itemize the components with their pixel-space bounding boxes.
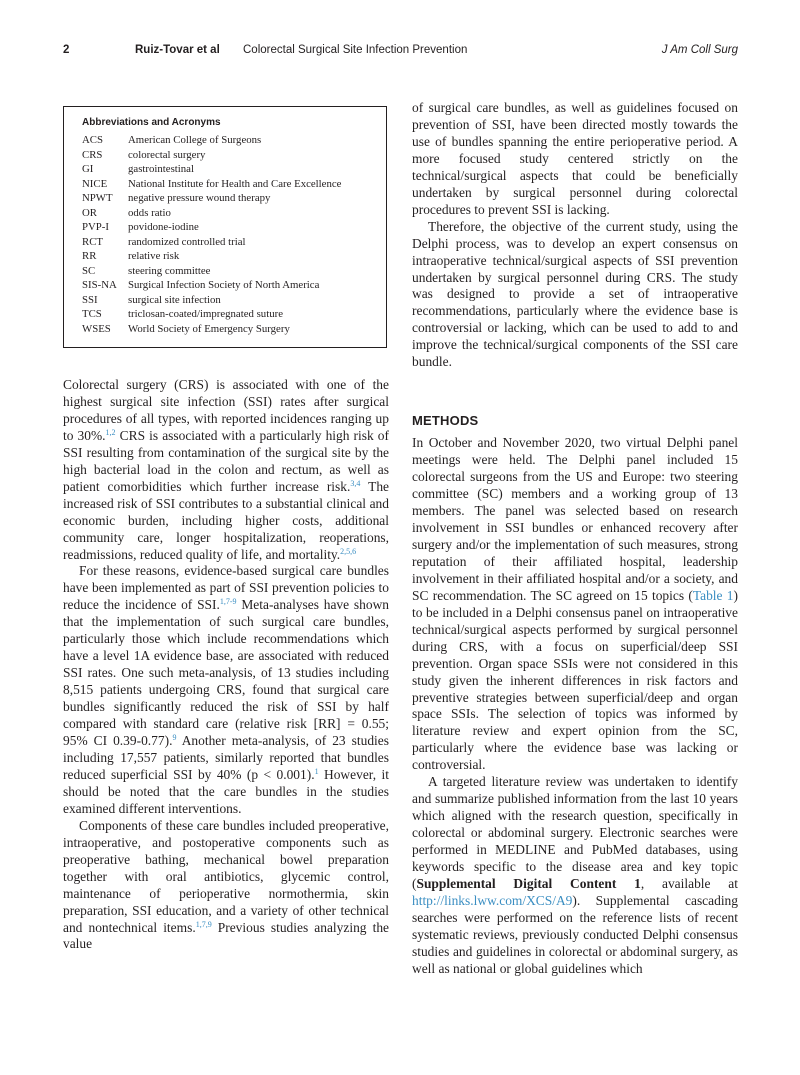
abbreviation-row bbox=[82, 162, 341, 177]
abbreviation-definition: Surgical Infection Society of North America bbox=[128, 279, 320, 291]
running-authors: Ruiz-Tovar et al bbox=[135, 44, 220, 56]
abbreviation-term: NICE bbox=[82, 177, 108, 190]
abbreviation-row bbox=[82, 191, 341, 206]
text-segment: Another meta-analysis, of 23 studies including 17,557 patients, similarly reported that bundles reduced superficial SSI by 40% (p < 0.001). bbox=[63, 733, 389, 782]
abbreviation-definition: triclosan-coated/impregnated suture bbox=[128, 308, 283, 320]
abbreviation-row bbox=[82, 307, 341, 322]
text-segment: Meta-analyses have shown that the implementation of such surgical care bundles, particularly those which include recommendations which have a level 1A evidence base, are associated with reduced SSI rates. One such meta-analysis, of 13 studies including 8,515 patients undergoing CRS, found that surgical care bundles significantly reduced the risk of SSI by half compared with standard care (relative risk [RR] = 0.55; 95% CI 0.39-0.77). bbox=[63, 597, 389, 749]
abbreviation-term: RR bbox=[82, 250, 97, 262]
abbreviation-term: OR bbox=[82, 206, 97, 219]
abbreviation-row bbox=[82, 264, 341, 279]
text-segment: For these reasons, evidence-based surgical care bundles have been implemented as part of SSI prevention policies to reduce the incidence of SSI. bbox=[63, 563, 389, 613]
text-segment: The increased risk of SSI contributes to a substantial clinical and economic burden, including higher costs, additional community care, longer hospitalization, reoperations, readmissions, reduced quality of life, and mortality. bbox=[63, 478, 389, 562]
running-header bbox=[63, 44, 738, 60]
right-column bbox=[412, 100, 738, 978]
abbreviations-box bbox=[63, 106, 387, 348]
abbreviation-term: PVP-I bbox=[82, 221, 109, 233]
abbreviation-definition: National Institute for Health and Care Excellence bbox=[128, 177, 342, 190]
intro-paragraph-2 bbox=[63, 563, 389, 817]
abbreviation-row bbox=[82, 220, 341, 235]
supplement-link[interactable]: http://links.lww.com/XCS/A9 bbox=[412, 892, 573, 908]
citation[interactable]: 1,7,9 bbox=[195, 919, 212, 929]
abbreviation-term: GI bbox=[82, 163, 94, 175]
abbreviation-row bbox=[82, 177, 341, 192]
abbreviation-definition: odds ratio bbox=[128, 206, 171, 219]
abbreviation-row bbox=[82, 206, 341, 221]
abbreviation-term: RCT bbox=[82, 235, 103, 248]
abbreviation-definition: gastrointestinal bbox=[128, 163, 194, 175]
supplemental-content-label: Supplemental Digital Content 1 bbox=[416, 875, 641, 891]
abbreviation-term: NPWT bbox=[82, 192, 113, 204]
intro-paragraph-3 bbox=[63, 818, 389, 954]
abbreviation-definition: steering committee bbox=[128, 264, 211, 277]
abbreviation-term: SIS-NA bbox=[82, 279, 117, 291]
text-segment: Colorectal surgery (CRS) is associated with one of the highest surgical site infection (SSI) rates after surgical procedures of all types, with reported incidences ranging up to 30%. bbox=[63, 377, 389, 443]
citation[interactable]: 1,2 bbox=[105, 427, 116, 437]
abbreviation-definition: randomized controlled trial bbox=[128, 235, 246, 248]
abbreviations-title: Abbreviations and Acronyms bbox=[82, 117, 221, 128]
citation[interactable]: 9 bbox=[172, 733, 177, 743]
abbreviation-term: CRS bbox=[82, 148, 103, 161]
abbreviation-definition: World Society of Emergency Surgery bbox=[128, 322, 290, 335]
running-title: Colorectal Surgical Site Infection Prevention bbox=[243, 44, 468, 56]
abbreviation-row bbox=[82, 235, 341, 250]
citation[interactable]: 2,5,6 bbox=[340, 546, 357, 556]
abbreviation-row bbox=[82, 249, 341, 264]
citation[interactable]: 1,7-9 bbox=[219, 597, 237, 607]
abbreviation-definition: colorectal surgery bbox=[128, 148, 206, 161]
abbreviation-row bbox=[82, 148, 341, 163]
left-column bbox=[63, 377, 389, 953]
text-segment: However, it should be noted that the care bundles in the studies examined different interventions. bbox=[63, 766, 389, 816]
abbreviation-term: TCS bbox=[82, 308, 102, 320]
abbreviation-row bbox=[82, 322, 341, 337]
text-segment: ). Supplemental cascading searches were performed on the reference lists of recent systematic reviews, previously conducted Delphi consensus studies and guidelines in colorectal or abdominal surgery, as well as national or global guidelines which bbox=[412, 892, 738, 976]
abbreviation-term: SSI bbox=[82, 293, 98, 306]
abbreviation-row bbox=[82, 278, 341, 293]
text-segment: CRS is associated with a particularly high risk of SSI resulting from contamination of the surgical site by the high bacterial load in the colon and rectum, as well as patient comorbidities which further increase risk. bbox=[63, 427, 389, 494]
citation[interactable]: 1 bbox=[314, 766, 319, 776]
intro-paragraph-1 bbox=[63, 377, 389, 563]
abbreviation-term: WSES bbox=[82, 322, 111, 335]
intro-paragraph-4: of surgical care bundles, as well as guidelines focused on prevention of SSI, have been directed mostly towards the use of bundles spanning the entire perioperative period. A more focused study centered strictly on the technical/surgical aspects that could be beneficially undertaken by surgical personnel during colorectal procedures to prevent SSI is lacking. bbox=[412, 100, 738, 217]
text-segment: Previous studies analyzing the value bbox=[63, 919, 389, 952]
text-segment: ) to be included in a Delphi consensus panel on intraoperative technical/surgical aspects performed by surgical personnel during CRS, with a focus on superficial/deep SSI prevention. Organ space SSIs were not considered in this study given the inherent differences in risk factors and preventive strategies between superficial/deep and organ space SSIs. The selection of topics was informed by literature review and expert opinion from the SC, particularly where the evidence base was lacking or controversial. bbox=[412, 587, 738, 773]
page-number: 2 bbox=[63, 44, 70, 56]
text-segment: Components of these care bundles included preoperative, intraoperative, and postoperative components such as preoperative bathing, mechanical bowel preparation together with oral antibiotics, glycemic control, maintenance of perioperative normothermia, skin preparation, SSI education, and a variety of other technical and nontechnical items. bbox=[63, 817, 389, 935]
abbreviation-term: ACS bbox=[82, 134, 104, 146]
abbreviation-definition: surgical site infection bbox=[128, 293, 221, 306]
text-segment: , available at bbox=[640, 875, 738, 891]
abbreviation-definition: negative pressure wound therapy bbox=[128, 192, 271, 204]
abbreviation-definition: relative risk bbox=[128, 250, 180, 262]
methods-paragraph-1 bbox=[412, 435, 738, 774]
objective-paragraph: Therefore, the objective of the current study, using the Delphi process, was to develop an expert consensus on intraoperative technical/surgical aspects of SSI prevention undertaken by surgical personnel during CRS. The study was designed to provide a set of intraoperative recommendations, particularly where the evidence base is controversial or lacking, which can be used to add to and improve the technical/surgical components of the SSI care bundle. bbox=[412, 218, 738, 370]
abbreviation-definition: povidone-iodine bbox=[128, 221, 199, 233]
text-segment: In October and November 2020, two virtual Delphi panel meetings were held. The Delphi panel included 15 colorectal surgeons from the US and Europe: two steering committee (SC) members and a working group of 13 members. The panel was selected based on research involvement in SSI bundles or enhanced recovery after surgery and/or the implementation of such measures, strong reputation of their affiliated hospital, leadership involvement in their affiliated hospital and/or a society, and SC recommendation. The SC agreed on 15 topics ( bbox=[412, 435, 738, 603]
citation[interactable]: 3,4 bbox=[350, 478, 361, 488]
journal-name: J Am Coll Surg bbox=[661, 44, 738, 56]
abbreviation-definition: American College of Surgeons bbox=[128, 134, 262, 146]
abbreviation-row bbox=[82, 293, 341, 308]
table-1-link[interactable]: Table 1 bbox=[692, 587, 734, 603]
abbreviation-term: SC bbox=[82, 264, 96, 277]
abbreviation-row bbox=[82, 133, 341, 148]
abbreviations-list bbox=[82, 133, 341, 336]
text-segment: A targeted literature review was undertaken to identify and summarize published information from the last 10 years which aligned with the research question, specifically in colorectal or abdominal surgery. Electronic searches were performed in MEDLINE and PubMed databases, using keywords specific to the disease area and key topic ( bbox=[412, 774, 738, 891]
methods-paragraph-2 bbox=[412, 774, 738, 977]
methods-heading: METHODS bbox=[412, 413, 479, 429]
